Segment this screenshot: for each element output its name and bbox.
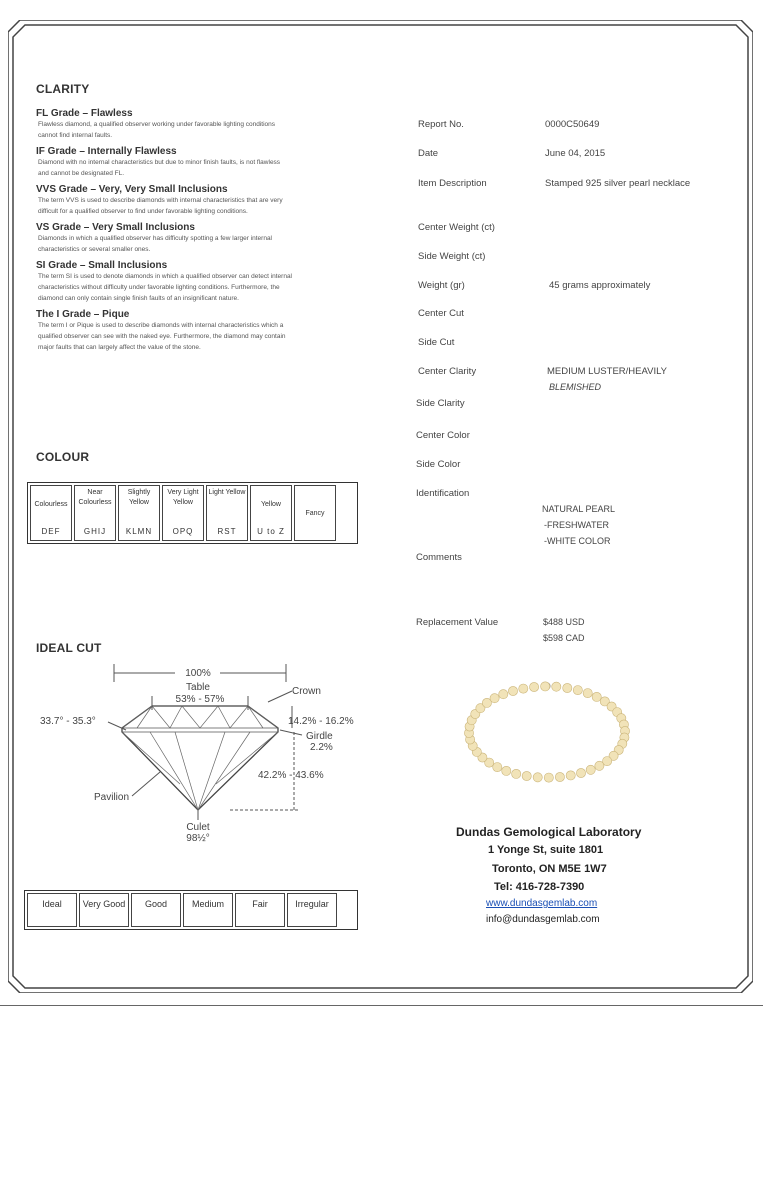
- pearl: [522, 771, 531, 780]
- colour-cell: [30, 485, 72, 541]
- grade-text: diamond can only contain single finish faults of an insignificant nature.: [38, 295, 239, 302]
- pearl: [555, 772, 564, 781]
- field-value: 0000C50649: [545, 119, 600, 130]
- clarity-grade: [36, 222, 366, 255]
- identification-line: NATURAL PEARL: [542, 504, 616, 514]
- lab-address-line: Toronto, ON M5E 1W7: [492, 863, 607, 875]
- field-value: 45 grams approximately: [549, 280, 651, 291]
- colour-value: KLMN: [125, 527, 153, 536]
- field-label: Weight (gr): [418, 280, 465, 291]
- girdle-label: Girdle: [306, 731, 333, 742]
- field-value: June 04, 2015: [545, 148, 606, 159]
- table-range-label: 53% - 57%: [175, 694, 225, 705]
- field-value: $488 USD: [543, 617, 585, 627]
- cut-cell: Medium: [183, 893, 233, 927]
- pearl: [541, 682, 550, 691]
- pearl: [552, 682, 561, 691]
- field-label: Center Cut: [418, 308, 464, 319]
- ideal-cut-title: IDEAL CUT: [36, 641, 102, 655]
- field-label: Side Color: [416, 459, 461, 470]
- colour-cell: [162, 485, 204, 541]
- identification-line: -WHITE COLOR: [544, 536, 611, 546]
- pearl: [512, 769, 521, 778]
- colour-value: OPQ: [172, 527, 194, 536]
- colour-label: Light Yellow: [208, 489, 246, 496]
- pearl: [530, 682, 539, 691]
- clarity-grade: [36, 146, 366, 179]
- colour-cell: [74, 485, 116, 541]
- field-label: Side Weight (ct): [418, 251, 486, 262]
- field-label: Center Clarity: [418, 366, 477, 377]
- grade-text: major faults that can largely affect the value of the stone.: [38, 344, 201, 351]
- clarity-grade: [36, 108, 366, 141]
- pearl: [533, 773, 542, 782]
- cut-cell: Good: [131, 893, 181, 927]
- grade-heading: IF Grade – Internally Flawless: [36, 146, 177, 157]
- grade-text: and cannot be designated FL.: [38, 170, 125, 177]
- clarity-grade: [36, 260, 366, 304]
- grade-heading: VVS Grade – Very, Very Small Inclusions: [36, 184, 228, 195]
- colour-label: Fancy: [305, 510, 325, 517]
- clarity-title: CLARITY: [36, 82, 90, 96]
- pavilion-label: Pavilion: [94, 792, 130, 803]
- lab-name: Dundas Gemological Laboratory: [456, 825, 642, 839]
- lab-phone: Tel: 416-728-7390: [494, 881, 585, 893]
- colour-label: Near Colourless: [78, 489, 112, 506]
- grade-text: cannot find internal faults.: [38, 132, 113, 139]
- colour-label: Yellow: [261, 501, 281, 508]
- colour-cell: [294, 485, 336, 541]
- field-label: Date: [418, 148, 439, 159]
- field-label: Item Description: [418, 178, 487, 189]
- grade-text: difficult for a qualified observer to find under favorable lighting conditions.: [38, 208, 248, 215]
- pearl: [493, 763, 502, 772]
- colour-cell: [118, 485, 160, 541]
- pearl: [499, 690, 508, 699]
- pearl: [566, 771, 575, 780]
- crown-label: Crown: [292, 686, 321, 697]
- colour-value: U to Z: [257, 527, 285, 536]
- grade-text: Flawless diamond, a qualified observer working under favorable lighting conditions: [38, 121, 276, 128]
- pearl: [576, 768, 585, 777]
- colour-cell: [250, 485, 292, 541]
- field-label: Report No.: [418, 119, 464, 130]
- lab-website-link[interactable]: www.dundasgemlab.com: [486, 898, 598, 909]
- field-value-cont: BLEMISHED: [549, 382, 602, 392]
- grade-text: characteristics or several smaller ones.: [38, 246, 151, 253]
- grade-text: qualified observer can see with the naked eye. Furthermore, the diamond may contain: [38, 333, 286, 340]
- pavilion-depth-label: 42.2% - 43.6%: [258, 770, 324, 781]
- colour-cell: [206, 485, 248, 541]
- grade-heading: The I Grade – Pique: [36, 309, 130, 320]
- width-label: 100%: [185, 668, 211, 679]
- pearl: [583, 689, 592, 698]
- pearl: [563, 683, 572, 692]
- field-label: Comments: [416, 552, 462, 563]
- grade-text: Diamonds in which a qualified observer has difficulty spotting a few larger internal: [38, 235, 273, 242]
- table-label: Table: [186, 682, 210, 693]
- crown-angle-label: 33.7° - 35.3°: [40, 716, 96, 727]
- clarity-grade: [36, 309, 366, 353]
- page-rule: [0, 1005, 763, 1006]
- identification-line: -FRESHWATER: [544, 520, 609, 530]
- field-label: Side Clarity: [416, 398, 465, 409]
- field-label: Identification: [416, 488, 470, 499]
- clarity-section: [36, 82, 366, 353]
- pearl: [592, 692, 601, 701]
- grade-heading: FL Grade – Flawless: [36, 108, 133, 119]
- pearl: [544, 773, 553, 782]
- colour-value: DEF: [41, 527, 61, 536]
- field-label: Center Color: [416, 430, 470, 441]
- grade-text: The term VVS is used to describe diamonds with internal characteristics that are very: [38, 197, 283, 204]
- culet-angle-label: 98½°: [186, 833, 210, 844]
- lab-address-line: 1 Yonge St, suite 1801: [488, 844, 604, 856]
- field-value: MEDIUM LUSTER/HEAVILY: [547, 366, 668, 377]
- cut-cell: Fair: [235, 893, 285, 927]
- cut-scale: [24, 890, 358, 930]
- grade-text: Diamond with no internal characteristics but due to minor finish faults, is not flawless: [38, 159, 281, 166]
- pearl: [502, 766, 511, 775]
- culet-label: Culet: [186, 822, 210, 833]
- cut-cell: Ideal: [27, 893, 77, 927]
- grade-text: characteristics without difficulty under favorable lighting conditions. Furthermore, the: [38, 284, 280, 291]
- colour-label: Colourless: [34, 501, 68, 508]
- lab-email: info@dundasgemlab.com: [486, 914, 600, 925]
- pearl: [490, 694, 499, 703]
- grade-text: The term I or Pique is used to describe diamonds with internal characteristics which a: [38, 322, 284, 329]
- pearl: [595, 761, 604, 770]
- pearl-necklace-image: [455, 672, 645, 802]
- field-value: Stamped 925 silver pearl necklace: [545, 178, 691, 189]
- pearl: [586, 765, 595, 774]
- pearl: [519, 684, 528, 693]
- field-label: Center Weight (ct): [418, 222, 495, 233]
- colour-value: RST: [217, 527, 237, 536]
- cut-cell: Irregular: [287, 893, 337, 927]
- colour-value: GHIJ: [83, 527, 107, 536]
- cut-cell: Very Good: [79, 893, 129, 927]
- pearl: [508, 686, 517, 695]
- grade-heading: SI Grade – Small Inclusions: [36, 260, 168, 271]
- field-label: Side Cut: [418, 337, 455, 348]
- field-label: Replacement Value: [416, 617, 499, 628]
- grade-text: The term SI is used to denote diamonds in which a qualified observer can detect internal: [38, 273, 293, 280]
- crown-height-label: 14.2% - 16.2%: [288, 716, 354, 727]
- grade-heading: VS Grade – Very Small Inclusions: [36, 222, 195, 233]
- field-value: $598 CAD: [543, 633, 585, 643]
- diamond-diagram: [30, 660, 370, 850]
- pearl: [573, 686, 582, 695]
- colour-scale: [27, 482, 358, 544]
- colour-title: COLOUR: [36, 450, 90, 464]
- girdle-pct-label: 2.2%: [310, 742, 333, 753]
- clarity-grade: [36, 184, 366, 217]
- colour-label: Slightly Yellow: [127, 489, 151, 506]
- colour-label: Very Light Yellow: [167, 489, 199, 506]
